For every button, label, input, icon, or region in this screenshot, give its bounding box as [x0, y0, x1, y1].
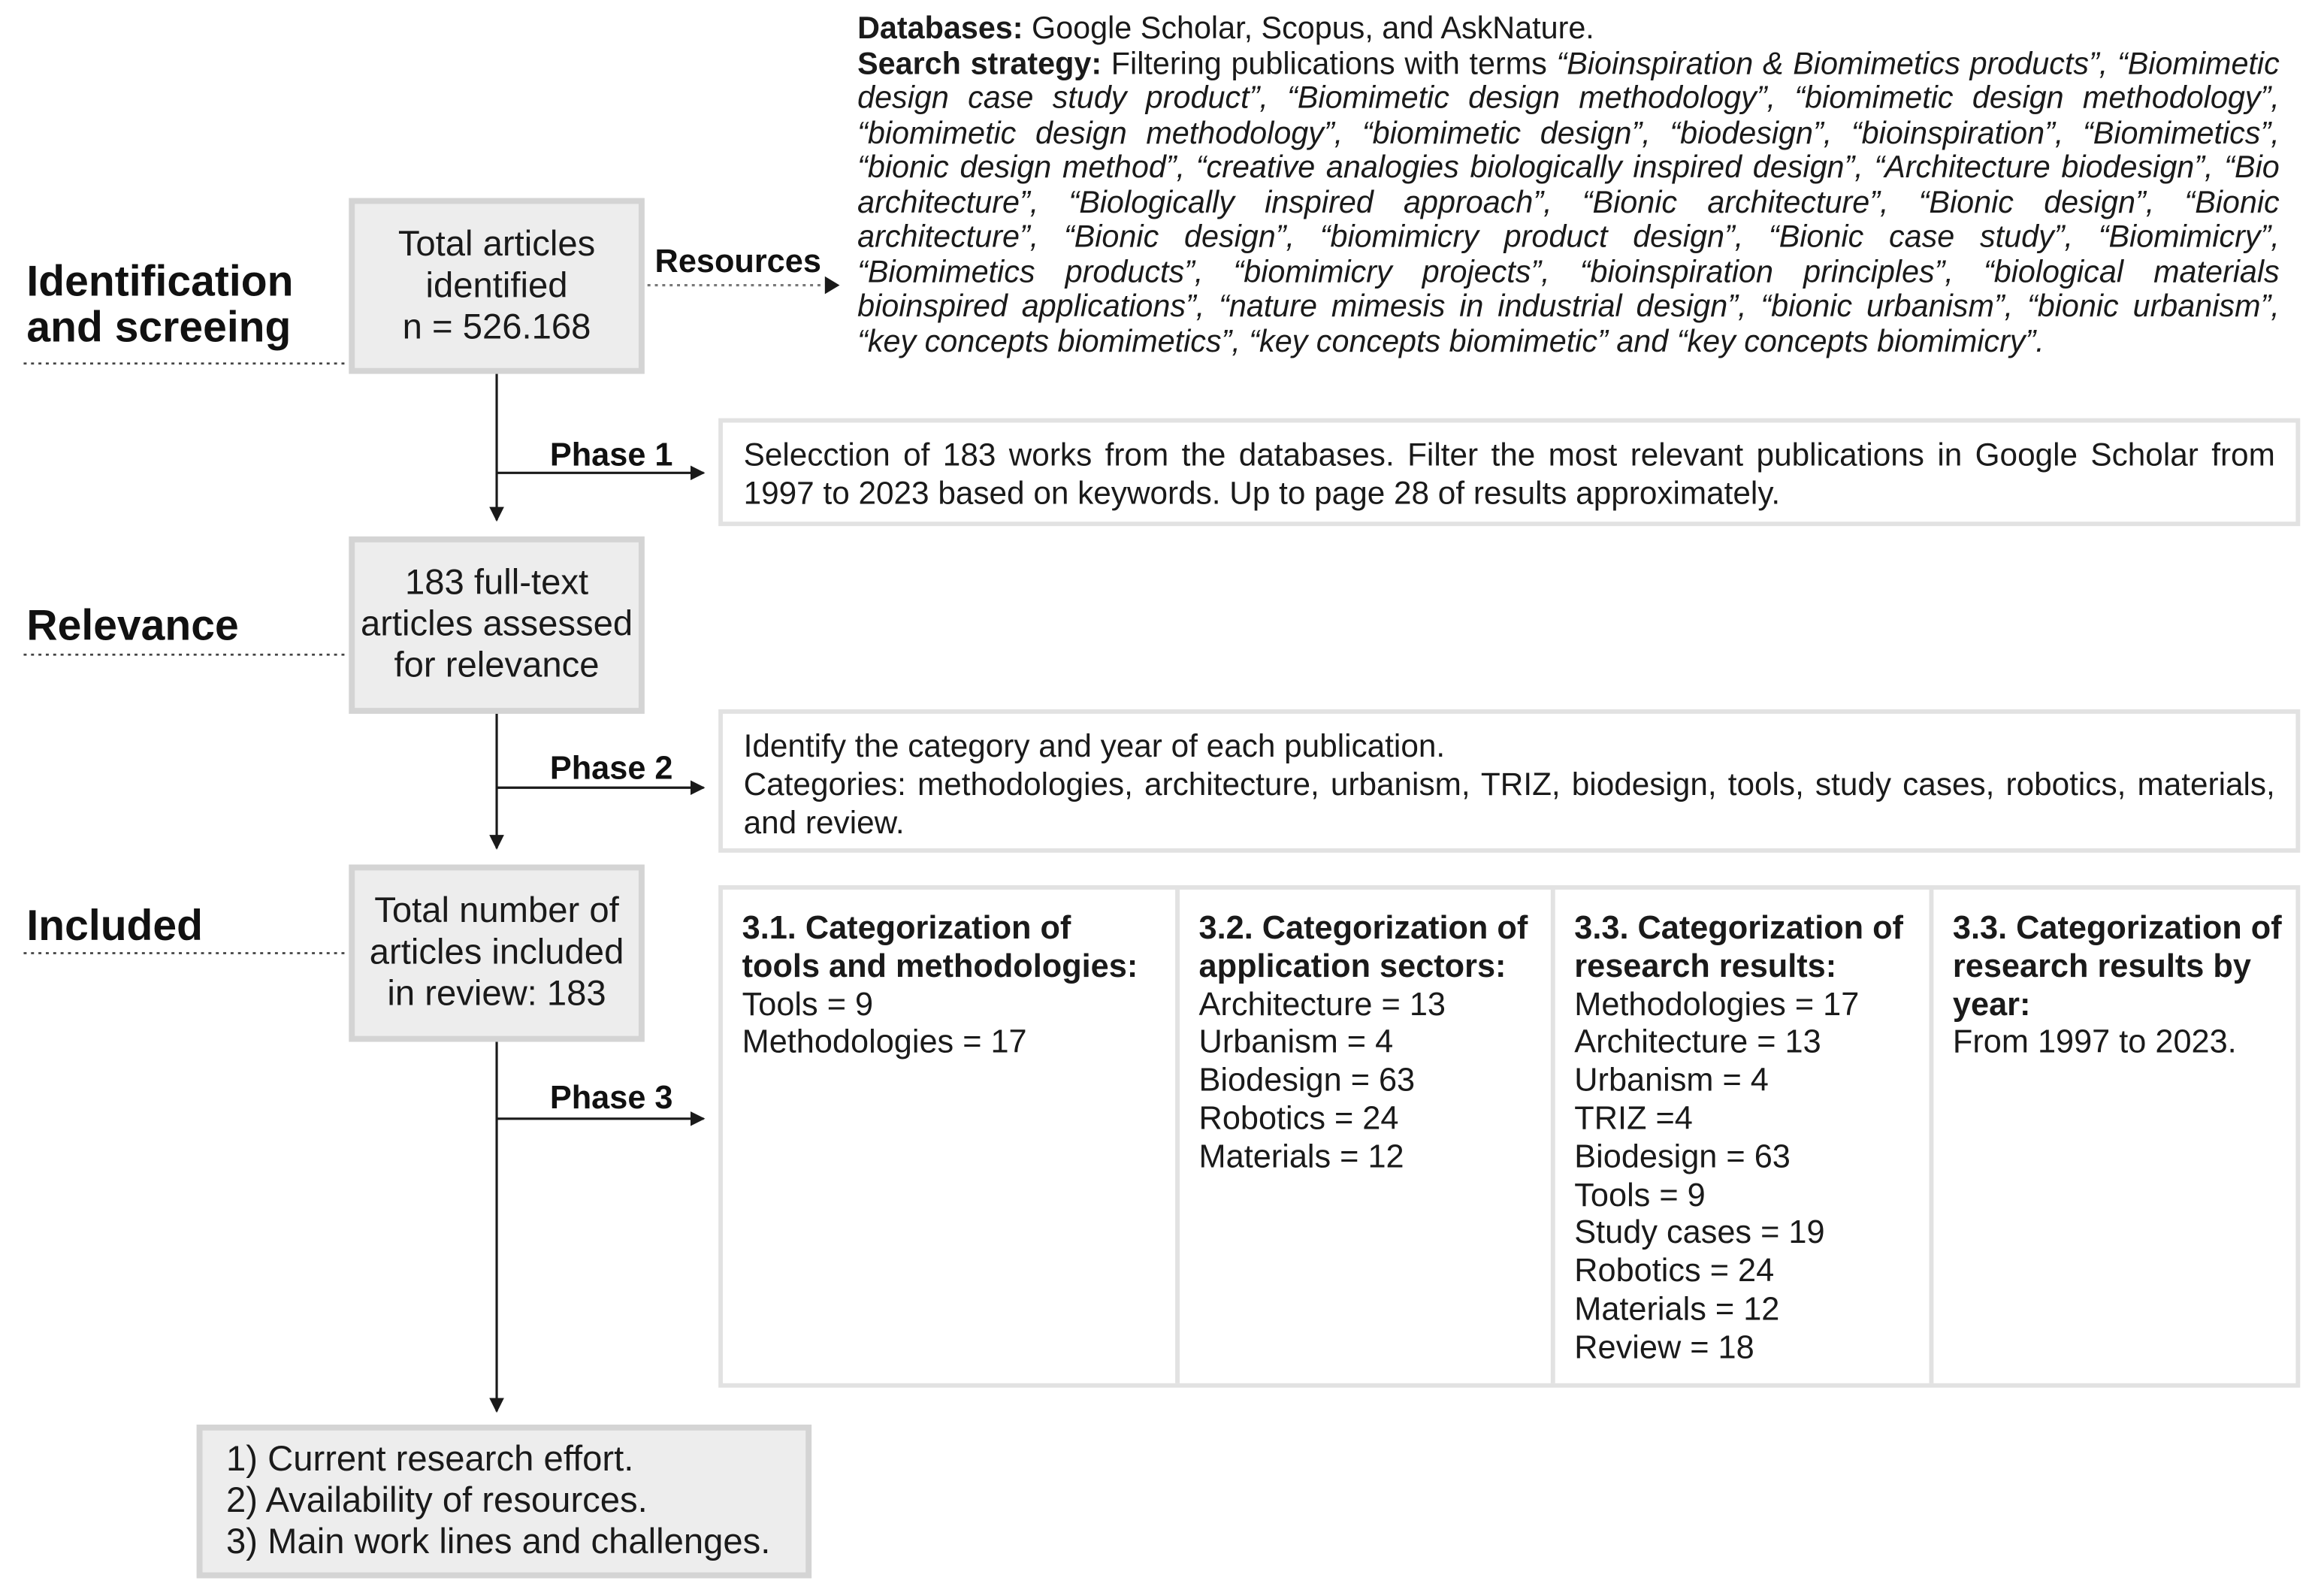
search-terms: “Bioinspiration & Biomimetics products”, “Biomimetic design case study product”, “Biomimetic design methodology”, “biomimetic design methodology”, “biomimetic design methodology”, “biomimetic design”, “biodesign”, “bioinspiration”, “Biomimetics”, “bionic design method”, “creative analogies biologically inspired design”, “Architecture biodesign”, “Bio architecture”, “Biologically inspired approach”, “Bionic architecture”, “Bionic design”, “Bionic architecture”, “Bionic design”, “biomimicry product design”, “Bionic case study”, “Biomimicry”, “Biomimetics products”, “biomimicry projects”, “bioinspiration principles”, “biological materials bioinspired applications”, “nature mimesis in industrial design”, “bionic urbanism”, “bionic urbanism”, “key concepts biomimetics”, “key concepts biomimetic” and “key concepts biomimicry”. [857, 46, 2280, 358]
identified-line-2: identified [425, 265, 568, 306]
column-item: Materials = 12 [1574, 1289, 1780, 1328]
included-line-3: in review: 183 [387, 974, 606, 1014]
stage-label-identification: Identification and screeing [26, 258, 294, 352]
column-item: Tools = 9 [742, 984, 874, 1023]
phase-3-table [718, 885, 2300, 1388]
column-item: Robotics = 24 [1198, 1099, 1399, 1137]
column-item: TRIZ =4 [1574, 1099, 1693, 1137]
column-heading: 3.1. Categorization of [742, 908, 1071, 946]
identified-box [349, 198, 644, 374]
phase-1-text: Selecction of 183 works from the databases. Filter the most relevant publications in Google Scholar from 1997 to 2023 based on keywords. Up to page 28 of results approximately. [743, 437, 2275, 512]
column-heading: research results: [1574, 947, 1837, 984]
column-item: Urbanism = 4 [1198, 1023, 1394, 1060]
search-strategy-label: Search strategy: [857, 46, 1102, 81]
resources-arrowhead [825, 277, 840, 295]
search-strategy-intro: Filtering publications with terms [1111, 46, 1547, 81]
column-item: Architecture = 13 [1574, 1023, 1821, 1060]
phase-2-line-1: Identify the category and year of each publication. [743, 728, 1446, 764]
resources-label: Resources [654, 242, 821, 280]
column-heading: application sectors: [1198, 947, 1507, 984]
column-item: From 1997 to 2023. [1952, 1023, 2237, 1060]
category-column-sectors [1175, 890, 1551, 1383]
phase-1-box [718, 419, 2300, 527]
stage-label-relevance: Relevance [26, 603, 239, 651]
included-box [349, 865, 644, 1042]
column-heading: 3.2. Categorization of [1198, 908, 1528, 946]
column-heading: tools and methodologies: [742, 947, 1138, 984]
column-item: Biodesign = 63 [1198, 1061, 1416, 1099]
included-line-2: articles included [369, 932, 624, 973]
column-item: Review = 18 [1574, 1328, 1754, 1365]
column-heading: 3.3. Categorization of [1574, 908, 1903, 946]
databases-line [857, 12, 2280, 47]
category-column-years [1929, 890, 2295, 1383]
column-item: Materials = 12 [1198, 1137, 1404, 1175]
assessed-box [349, 537, 644, 714]
identified-line-3: n = 526.168 [402, 307, 591, 347]
included-line-1: Total number of [374, 890, 619, 932]
assessed-line-1: 183 full-text [404, 563, 589, 603]
databases-list: Google Scholar, Scopus, and AskNature. [1032, 11, 1594, 46]
column-item: Architecture = 13 [1198, 984, 1446, 1023]
databases-label: Databases: [857, 11, 1023, 46]
category-column-tools [723, 890, 1175, 1383]
outcome-item: 2) Availability of resources. [226, 1480, 648, 1521]
identified-line-1: Total articles [397, 223, 596, 264]
column-item: Tools = 9 [1574, 1175, 1706, 1213]
column-item: Methodologies = 17 [742, 1023, 1027, 1060]
column-item: Robotics = 24 [1574, 1252, 1775, 1289]
assessed-line-2: articles assessed [360, 604, 633, 645]
stage-label-included: Included [26, 902, 203, 951]
outcome-item: 3) Main work lines and challenges. [226, 1522, 771, 1562]
column-item: Methodologies = 17 [1574, 984, 1860, 1023]
category-column-results [1551, 890, 1930, 1383]
search-description [857, 12, 2280, 359]
column-item: Biodesign = 63 [1574, 1137, 1791, 1175]
outcome-item: 1) Current research effort. [226, 1439, 634, 1480]
search-strategy-paragraph [857, 47, 2280, 359]
column-item: Study cases = 19 [1574, 1214, 1825, 1251]
phase-2-line-2: Categories: methodologies, architecture, urbanism, TRIZ, biodesign, tools, study cases, robotics, materials, and review. [743, 766, 2275, 842]
column-heading: 3.3. Categorization of [1952, 908, 2282, 946]
column-heading: research results by [1952, 947, 2251, 984]
column-heading: year: [1952, 984, 2031, 1023]
phase-2-box [718, 709, 2300, 853]
phase-1-label: Phase 1 [549, 436, 673, 473]
column-item: Urbanism = 4 [1574, 1061, 1769, 1099]
phase-3-label: Phase 3 [549, 1078, 673, 1116]
assessed-line-3: for relevance [394, 645, 600, 686]
outcomes-box [197, 1425, 811, 1579]
phase-2-label: Phase 2 [549, 749, 673, 787]
